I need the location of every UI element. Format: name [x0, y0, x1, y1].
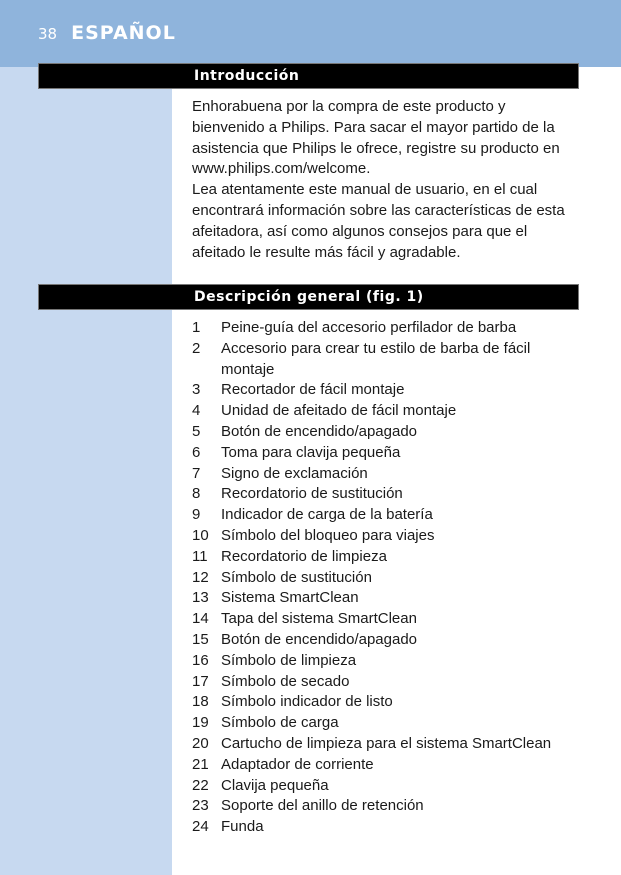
list-item-number: 8 [192, 485, 201, 503]
list-item-number: 15 [192, 630, 209, 648]
list-item-label: Botón de encendido/apagado [221, 630, 418, 648]
list-item [192, 443, 592, 464]
list-item-label: Recordatorio de sustitución [221, 485, 403, 503]
list-item-label: Soporte del anillo de retención [221, 797, 424, 815]
section-title: Introducción [194, 68, 300, 84]
list-item [192, 505, 592, 526]
list-item-label: Recordatorio de limpieza [221, 547, 387, 565]
list-item [192, 713, 592, 734]
list-item-label: Símbolo de secado [221, 672, 350, 690]
list-item [192, 609, 592, 630]
parts-list [192, 318, 592, 838]
page-header [38, 22, 176, 48]
list-item-label: Adaptador de corriente [221, 755, 374, 773]
list-item-number: 14 [192, 610, 209, 628]
list-item [192, 692, 592, 713]
list-item-number: 9 [192, 506, 201, 524]
list-item-number: 24 [192, 818, 209, 836]
list-item [192, 484, 592, 505]
list-item-label: Recortador de fácil montaje [221, 381, 405, 399]
list-item-label: Cartucho de limpieza para el sistema SmartClean [221, 734, 552, 752]
list-item-number: 21 [192, 755, 209, 773]
list-item-number: 12 [192, 568, 209, 586]
list-item [192, 339, 592, 381]
list-item-number: 19 [192, 714, 209, 732]
list-item-label: Símbolo de sustitución [221, 568, 372, 586]
list-item [192, 672, 592, 693]
intro-text [192, 97, 578, 263]
side-band [0, 67, 172, 875]
section-title: Descripción general (fig. 1) [194, 289, 424, 305]
list-item [192, 380, 592, 401]
list-item [192, 755, 592, 776]
section-heading-descripcion [38, 284, 579, 310]
list-item-label: Símbolo de carga [221, 714, 339, 732]
list-item-number: 16 [192, 651, 209, 669]
list-item-number: 4 [192, 402, 201, 420]
list-item-label: Accesorio para crear tu estilo de barba de fácil montaje [221, 339, 531, 378]
list-item-label: Botón de encendido/apagado [221, 422, 418, 440]
list-item [192, 547, 592, 568]
intro-paragraph-1: Enhorabuena por la compra de este producto y bienvenido a Philips. Para sacar el mayor partido de la asistencia que Philips le ofrece, registre su producto en www.philips.com/welcome. [192, 98, 560, 178]
list-item [192, 318, 592, 339]
list-item [192, 796, 592, 817]
list-item [192, 526, 592, 547]
list-item-label: Sistema SmartClean [221, 589, 359, 607]
list-item-label: Toma para clavija pequeña [221, 443, 401, 461]
list-item [192, 401, 592, 422]
list-item [192, 776, 592, 797]
list-item [192, 734, 592, 755]
list-item-number: 3 [192, 381, 201, 399]
list-item-number: 13 [192, 589, 209, 607]
list-item-number: 7 [192, 464, 201, 482]
list-item-label: Indicador de carga de la batería [221, 506, 433, 524]
list-item-number: 17 [192, 672, 209, 690]
list-item [192, 817, 592, 838]
list-item-label: Símbolo indicador de listo [221, 693, 393, 711]
list-item-number: 10 [192, 526, 209, 544]
list-item-number: 23 [192, 797, 209, 815]
list-item-label: Símbolo de limpieza [221, 651, 357, 669]
list-item [192, 422, 592, 443]
list-item [192, 464, 592, 485]
list-item [192, 651, 592, 672]
list-item-number: 5 [192, 422, 201, 440]
list-item-number: 18 [192, 693, 209, 711]
list-item-label: Clavija pequeña [221, 776, 329, 794]
list-item-number: 6 [192, 443, 201, 461]
list-item-label: Símbolo del bloqueo para viajes [221, 526, 435, 544]
list-item [192, 568, 592, 589]
list-item-label: Peine-guía del accesorio perfilador de barba [221, 319, 517, 336]
list-item-number: 11 [192, 547, 208, 565]
list-item [192, 630, 592, 651]
page-number: 38 [38, 25, 58, 43]
list-item-label: Funda [221, 818, 264, 836]
section-heading-introduccion [38, 63, 579, 89]
list-item-label: Unidad de afeitado de fácil montaje [221, 402, 457, 420]
list-item-number: 1 [192, 319, 201, 336]
list-item-number: 20 [192, 734, 209, 752]
list-item-number: 22 [192, 776, 209, 794]
list-item-label: Tapa del sistema SmartClean [221, 610, 417, 628]
list-item [192, 588, 592, 609]
page-language: ESPAÑOL [71, 22, 176, 44]
intro-paragraph-2: Lea atentamente este manual de usuario, en el cual encontrará información sobre las características de esta afeitadora, así como algunos consejos para que el afeitado le resulte más fácil y agradable. [192, 181, 565, 261]
list-item-label: Signo de exclamación [221, 464, 368, 482]
list-item-number: 2 [192, 339, 201, 357]
